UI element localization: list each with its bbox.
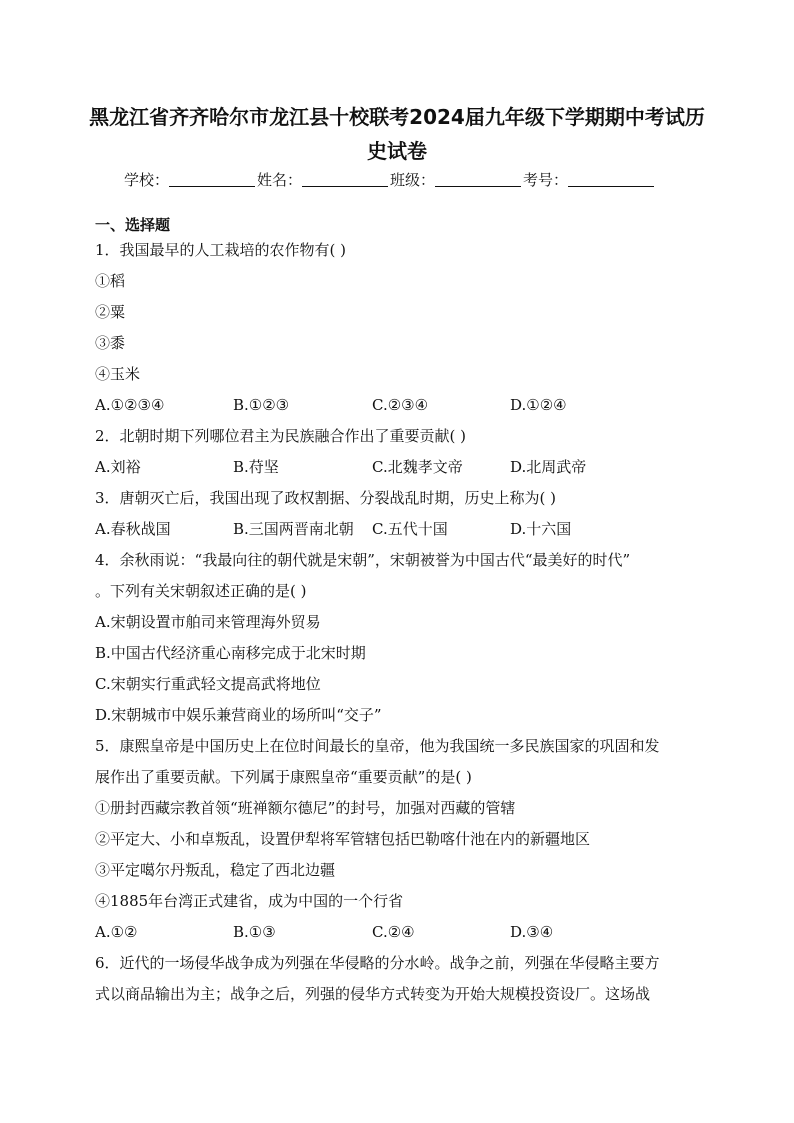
q5-option-a[interactable]: A.①② xyxy=(95,923,138,941)
q1-stem: 1．我国最早的人工栽培的农作物有( ) xyxy=(95,241,347,259)
q5-stem-line-2: 展作出了重要贡献。下列属于康熙皇帝“重要贡献”的是( ) xyxy=(95,768,472,786)
school-blank[interactable] xyxy=(169,172,255,187)
q4-stem-line-2: 。下列有关宋朝叙述正确的是( ) xyxy=(95,582,307,600)
q1-item-3: ③黍 xyxy=(95,334,126,352)
exam-title xyxy=(80,100,714,168)
q1-option-b[interactable]: B.①②③ xyxy=(233,396,290,414)
name-blank[interactable] xyxy=(302,172,388,187)
q4-option-d[interactable]: D.宋朝城市中娱乐兼营商业的场所叫“交子” xyxy=(95,706,382,724)
q5-option-d[interactable]: D.③④ xyxy=(510,923,554,941)
q1-option-a[interactable]: A.①②③④ xyxy=(95,396,165,414)
q2-option-c[interactable]: C.北魏孝文帝 xyxy=(372,458,463,476)
q5-item-4: ④1885年台湾正式建省，成为中国的一个行省 xyxy=(95,892,404,910)
q3-stem: 3．唐朝灭亡后，我国出现了政权割据、分裂战乱时期，历史上称为( ) xyxy=(95,489,557,507)
q2-option-b[interactable]: B.苻坚 xyxy=(233,458,279,476)
q4-option-b[interactable]: B.中国古代经济重心南移完成于北宋时期 xyxy=(95,644,366,662)
q5-item-1: ①册封西藏宗教首领“班禅额尔德尼”的封号，加强对西藏的管辖 xyxy=(95,799,516,817)
q3-option-b[interactable]: B.三国两晋南北朝 xyxy=(233,520,354,538)
q2-stem: 2．北朝时期下列哪位君主为民族融合作出了重要贡献( ) xyxy=(95,427,467,445)
class-blank[interactable] xyxy=(435,172,521,187)
q5-item-3: ③平定噶尔丹叛乱，稳定了西北边疆 xyxy=(95,861,336,879)
q1-option-c[interactable]: C.②③④ xyxy=(372,396,429,414)
q6-stem-line-1: 6．近代的一场侵华战争成为列强在华侵略的分水岭。战争之前，列强在华侵略主要方 xyxy=(95,954,660,972)
name-label: 姓名： xyxy=(257,171,303,189)
q1-item-1: ①稻 xyxy=(95,272,126,290)
q5-option-c[interactable]: C.②④ xyxy=(372,923,415,941)
q1-option-d[interactable]: D.①②④ xyxy=(510,396,567,414)
school-label: 学校： xyxy=(124,171,170,189)
section-heading: 一、选择题 xyxy=(95,216,171,234)
q1-item-2: ②粟 xyxy=(95,303,126,321)
q5-option-b[interactable]: B.①③ xyxy=(233,923,276,941)
q1-item-4: ④玉米 xyxy=(95,365,141,383)
q3-option-a[interactable]: A.春秋战国 xyxy=(95,520,171,538)
q3-option-c[interactable]: C.五代十国 xyxy=(372,520,448,538)
q3-option-d[interactable]: D.十六国 xyxy=(510,520,572,538)
number-label: 考号： xyxy=(523,171,569,189)
student-info-row xyxy=(124,170,684,190)
title-line-1: 黑龙江省齐齐哈尔市龙江县十校联考2024届九年级下学期期中考试历 xyxy=(89,105,705,129)
q2-option-d[interactable]: D.北周武帝 xyxy=(510,458,587,476)
q4-stem-line-1: 4．余秋雨说：“我最向往的朝代就是宋朝”，宋朝被誉为中国古代“最美好的时代” xyxy=(95,551,631,569)
q2-option-a[interactable]: A.刘裕 xyxy=(95,458,141,476)
number-blank[interactable] xyxy=(568,172,654,187)
title-line-2: 史试卷 xyxy=(367,139,427,163)
q5-stem-line-1: 5．康熙皇帝是中国历史上在位时间最长的皇帝，他为我国统一多民族国家的巩固和发 xyxy=(95,737,660,755)
class-label: 班级： xyxy=(390,171,436,189)
q6-stem-line-2: 式以商品输出为主；战争之后，列强的侵华方式转变为开始大规模投资设厂。这场战 xyxy=(95,985,651,1003)
q4-option-c[interactable]: C.宋朝实行重武轻文提高武将地位 xyxy=(95,675,321,693)
q5-item-2: ②平定大、小和卓叛乱，设置伊犁将军管辖包括巴勒喀什池在内的新疆地区 xyxy=(95,830,591,848)
q4-option-a[interactable]: A.宋朝设置市舶司来管理海外贸易 xyxy=(95,613,321,631)
